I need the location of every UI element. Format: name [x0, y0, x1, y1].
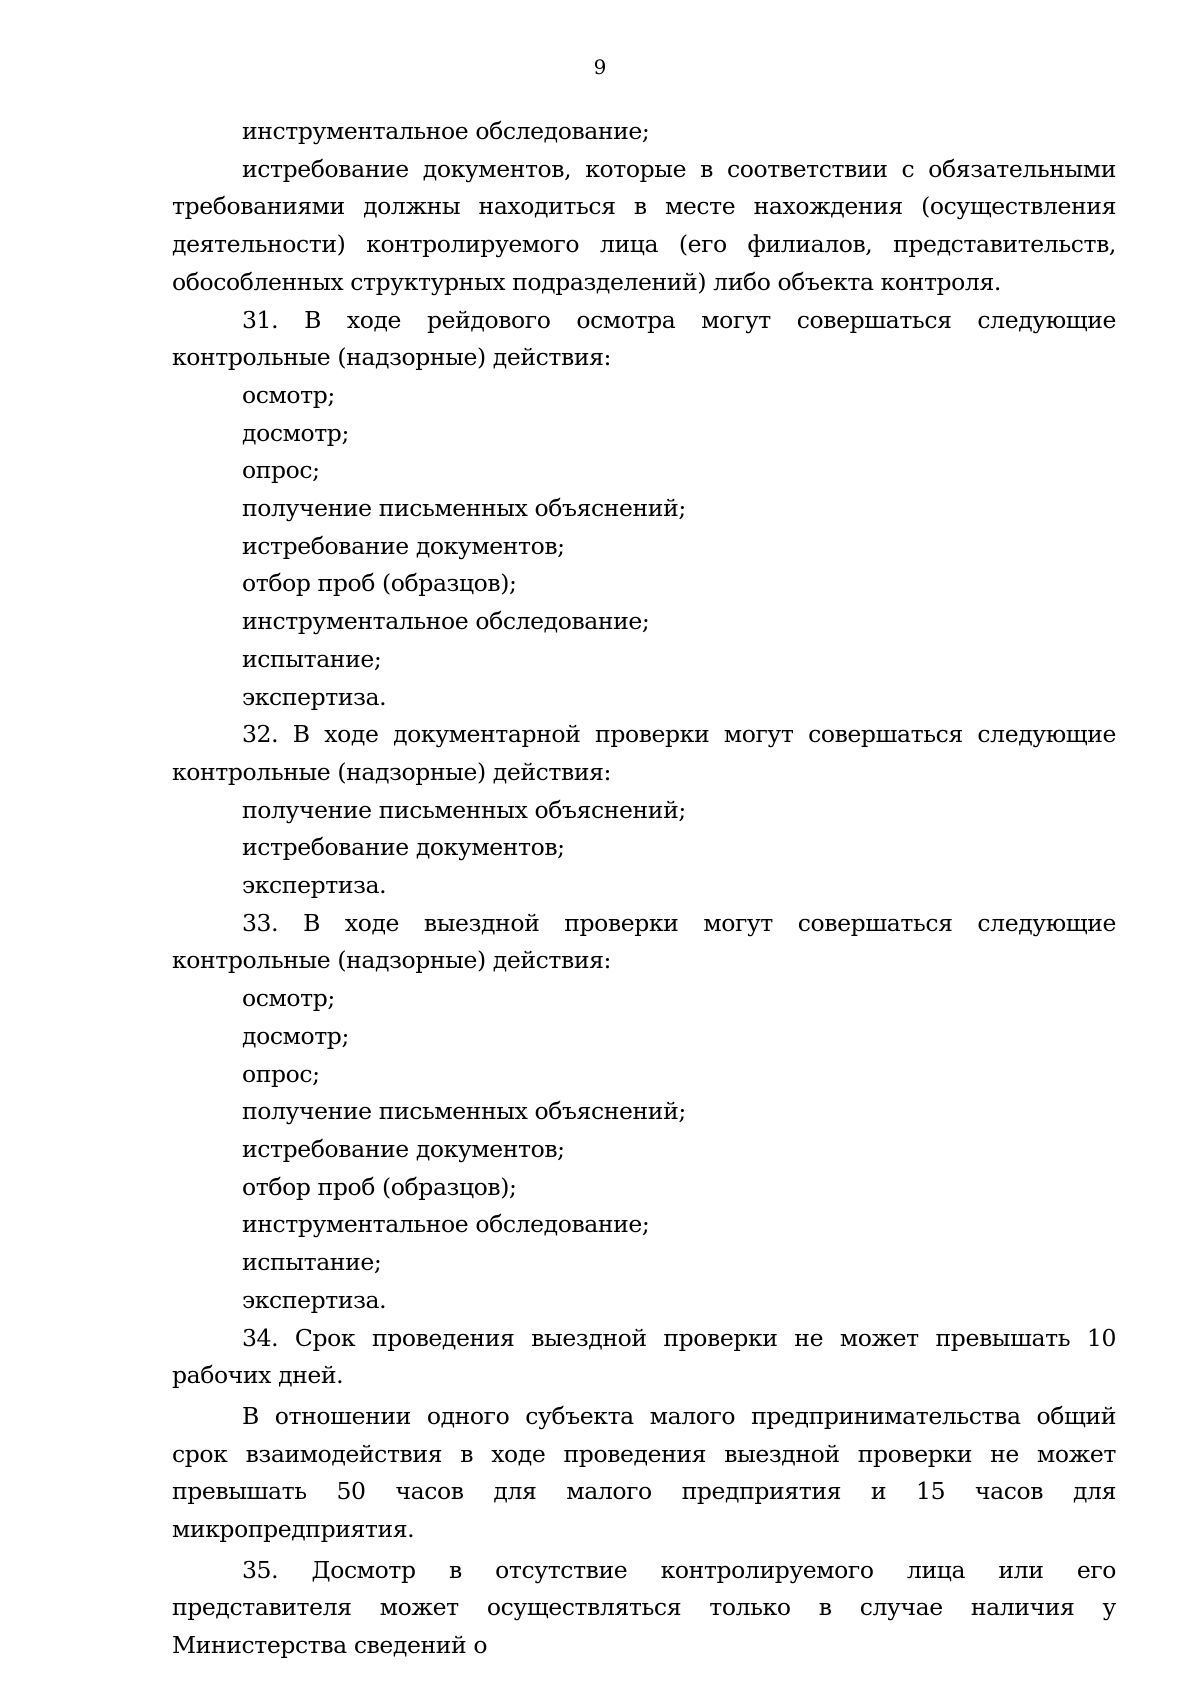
list-item: испытание; [242, 644, 382, 673]
paragraph-34: 34. Срок проведения выездной проверки не может превышать 10 рабочих дней. [172, 1323, 1116, 1390]
page-number: 9 [593, 55, 607, 79]
list-item: испытание; [242, 1248, 382, 1277]
list-item: истребование документов; [242, 531, 565, 560]
list-item: получение письменных объяснений; [242, 795, 686, 824]
document-body [172, 113, 1116, 1665]
list-item: истребование документов; [242, 1134, 565, 1163]
paragraph: истребование документов, которые в соответствии с обязательными требованиями должны находиться в месте нахождения (осуществления деятельности) контролируемого лица (его филиалов, представительств, обособленных структурных подразделений) либо объекта контроля. [172, 154, 1116, 296]
list-item: досмотр; [242, 418, 349, 447]
list-item: отбор проб (образцов); [242, 569, 517, 598]
list-item: экспертиза. [242, 682, 387, 711]
paragraph-33: 33. В ходе выездной проверки могут совершаться следующие контрольные (надзорные) действия: [172, 908, 1116, 975]
list-item: осмотр; [242, 380, 335, 409]
list-item: досмотр; [242, 1021, 349, 1050]
list-item: отбор проб (образцов); [242, 1172, 517, 1201]
list-item: опрос; [242, 456, 320, 485]
paragraph-35: 35. Досмотр в отсутствие контролируемого лица или его представителя может осуществляться только в случае наличия у Министерства сведений о [172, 1555, 1116, 1660]
list-item: инструментальное обследование; [242, 1210, 650, 1239]
list-item: получение письменных объяснений; [242, 1097, 686, 1126]
paragraph-32: 32. В ходе документарной проверки могут совершаться следующие контрольные (надзорные) действия: [172, 720, 1116, 786]
list-item: истребование документов; [242, 833, 565, 862]
list-item: осмотр; [242, 984, 335, 1013]
paragraph-34-continuation: В отношении одного субъекта малого предпринимательства общий срок взаимодействия в ходе проведения выездной проверки не может превышать 50 часов для малого предприятия и 15 часов для микропредприятия. [172, 1401, 1116, 1544]
list-item: получение письменных объяснений; [242, 494, 686, 523]
list-item: экспертиза. [242, 1285, 387, 1314]
list-item: экспертиза. [242, 871, 387, 900]
list-item: инструментальное обследование; [242, 607, 650, 636]
list-item: опрос; [242, 1059, 320, 1088]
list-item: инструментальное обследование; [242, 117, 650, 145]
paragraph-31: 31. В ходе рейдового осмотра могут совершаться следующие контрольные (надзорные) действия: [172, 305, 1116, 372]
